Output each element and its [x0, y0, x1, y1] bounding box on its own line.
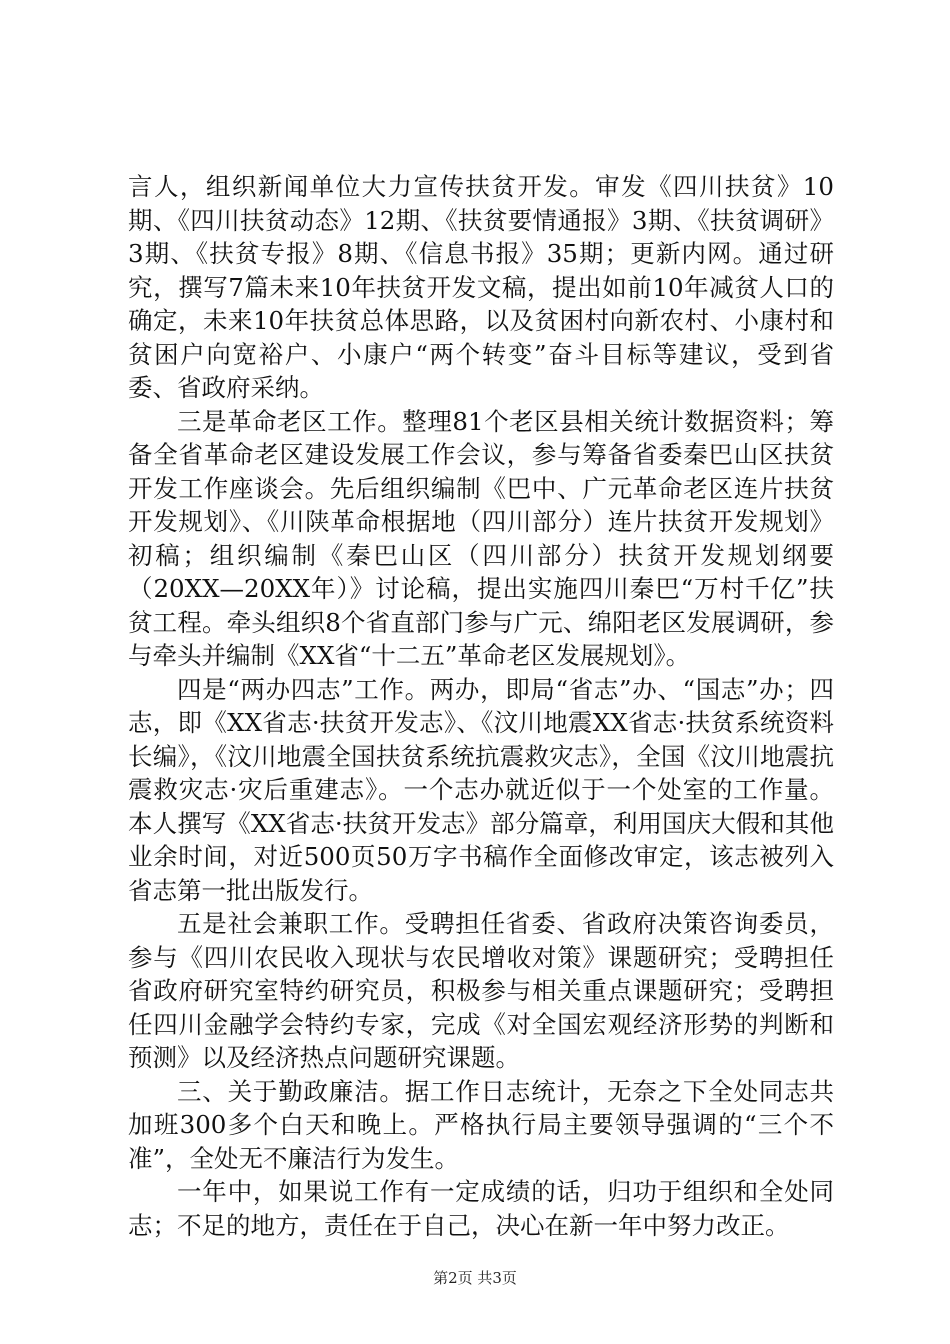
document-body [128, 170, 834, 1242]
page-number: 第2页 共3页 [433, 1269, 517, 1287]
paragraph-1: 言人，组织新闻单位大力宣传扶贫开发。审发《四川扶贫》10期、《四川扶贫动态》12期、《扶贫要情通报》3期、《扶贫调研》3期、《扶贫专报》8期、《信息书报》35期；更新内网。通过研究，撰写7篇未来10年扶贫开发文稿，提出如前10年减贫人口的确定，未来10年扶贫总体思路，以及贫困村向新农村、小康村和贫困户向宽裕户、小康户“两个转变”奋斗目标等建议，受到省委、省政府采纳。 [128, 172, 834, 402]
paragraph-6: 一年中，如果说工作有一定成绩的话，归功于组织和全处同志；不足的地方，责任在于自己，决心在新一年中努力改正。 [128, 1177, 834, 1240]
paragraph-4: 五是社会兼职工作。受聘担任省委、省政府决策咨询委员，参与《四川农民收入现状与农民增收对策》课题研究；受聘担任省政府研究室特约研究员，积极参与相关重点课题研究；受聘担任四川金融学会特约专家，完成《对全国宏观经济形势的判断和预测》以及经济热点问题研究课题。 [128, 909, 834, 1072]
paragraph-3: 四是“两办四志”工作。两办，即局“省志”办、“国志”办；四志，即《XX省志·扶贫开发志》、《汶川地震XX省志·扶贫系统资料长编》，《汶川地震全国扶贫系统抗震救灾志》，全国《汶川地震抗震救灾志·灾后重建志》。一个志办就近似于一个处室的工作量。本人撰写《XX省志·扶贫开发志》部分篇章，利用国庆大假和其他业余时间，对近500页50万字书稿作全面修改审定，该志被列入省志第一批出版发行。 [128, 674, 834, 905]
paragraph-2: 三是革命老区工作。整理81个老区县相关统计数据资料；筹备全省革命老区建设发展工作会议，参与筹备省委秦巴山区扶贫开发工作座谈会。先后组织编制《巴中、广元革命老区连片扶贫开发规划》、《川陕革命根据地（四川部分）连片扶贫开发规划》初稿；组织编制《秦巴山区（四川部分）扶贫开发规划纲要（20XX—20XX年）》讨论稿，提出实施四川秦巴“万村千亿”扶贫工程。牵头组织8个省直部门参与广元、绵阳老区发展调研，参与牵头并编制《XX省“十二五”革命老区发展规划》。 [128, 406, 834, 670]
paragraph-5: 三、关于勤政廉洁。据工作日志统计，无奈之下全处同志共加班300多个白天和晚上。严格执行局主要领导强调的“三个不准”，全处无不廉洁行为发生。 [128, 1076, 834, 1173]
